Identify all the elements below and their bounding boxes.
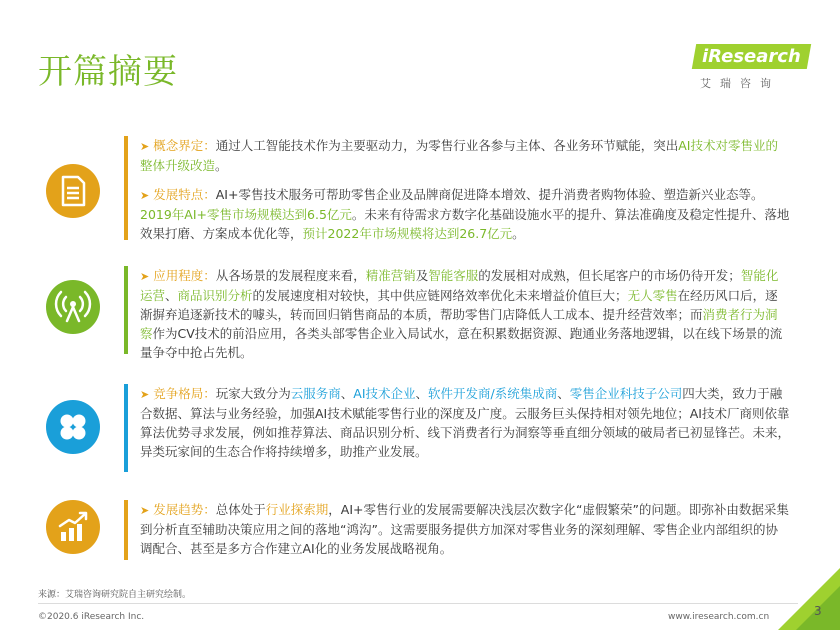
highlight-text: 行业探索期	[265, 502, 329, 517]
highlight-text: 消费者行为洞察	[140, 307, 778, 341]
bullet-icon: ➤	[140, 388, 150, 401]
body-text: ，AI+零售行业的发展需要解决浅层次数字化“虚假繁荣”的问题。即弥补由数据采集到分析直至辅助决策应用之间的落地“鸿沟”。这需要服务提供方加深对零售业务的深刻理解、零售企业内部组织的协调配合、甚至是多方合作建立AI化的业务发展战略视角。	[140, 502, 789, 556]
logo-cn-text: 艾瑞咨询	[700, 77, 780, 90]
highlight-text: 无人零售	[627, 288, 678, 303]
body-text: 。	[215, 158, 228, 173]
bullet-icon: ➤	[140, 504, 150, 517]
para-application	[140, 266, 790, 362]
bullet-icon: ➤	[140, 189, 150, 202]
para-content	[140, 502, 789, 556]
body-text: 在经历风口后，逐渐摒弃追逐新技术的噱头，转而回归销售商品的本质，帮助零售门店降低人工成本、提升经营效率；而	[140, 288, 778, 322]
body-text: 及	[415, 268, 429, 283]
section-text	[140, 136, 790, 253]
section-text	[140, 266, 790, 372]
body-text: 作为CV技术的前沿应用，各类头部零售企业入局试水，意在积累数据资源、跑通业务落地逻辑，以在线下场景的流量争夺中抢占先机。	[140, 326, 783, 360]
corner-decoration	[778, 568, 840, 630]
body-text: AI+零售技术服务可帮助零售企业及品牌商促进降本增效、提升消费者购物体验、塑造新兴业态等。	[215, 187, 764, 202]
highlight-text: 软件开发商/系统集成商	[428, 386, 558, 401]
section-trend	[0, 500, 840, 562]
para-content	[140, 386, 790, 459]
highlight-text: AI技术对零售业的整体升级改造	[140, 138, 778, 173]
body-text: 的发展相对成熟，但长尾客户的市场仍待开发；	[478, 268, 741, 283]
body-text: 的发展速度相对较快，其中供应链网络效率优化未来增益价值巨大；	[252, 288, 628, 303]
bullet-icon: ➤	[140, 140, 150, 153]
para-trend	[140, 500, 790, 558]
highlight-text: 发展趋势：	[153, 502, 216, 517]
section-divider	[124, 500, 128, 560]
highlight-text: AI技术企业	[353, 386, 416, 401]
document-icon	[46, 164, 100, 218]
copyright: ©2020.6 iResearch Inc.	[38, 612, 145, 622]
section-text	[140, 500, 790, 568]
highlight-text: 精准营销	[365, 268, 416, 283]
body-text: 、	[557, 386, 570, 401]
highlight-text: 零售企业科技子公司	[569, 386, 683, 401]
section-text	[140, 384, 790, 471]
highlight-text: 智能化运营	[140, 268, 779, 303]
source-note: 来源：艾瑞咨询研究院自主研究绘制。	[38, 590, 192, 600]
iresearch-logo	[694, 44, 806, 91]
bullet-icon: ➤	[140, 270, 150, 283]
highlight-text: 智能客服	[428, 268, 479, 283]
body-text: 总体处于	[215, 502, 266, 517]
section-divider	[124, 384, 128, 472]
highlight-text: 商品识别分析	[177, 288, 253, 303]
body-text: 、	[165, 288, 178, 303]
highlight-text: 2019年AI+零售市场规模达到6.5亿元	[140, 207, 352, 222]
page-number: 3	[814, 604, 822, 618]
highlight-text: 发展特点：	[153, 187, 216, 202]
body-text: 四大类，致力于融合数据、算法与业务经验，加强AI技术赋能零售行业的深度及广度。云服务巨头保持相对领先地位；AI技术厂商则依靠算法优势寻求发展，例如推荐算法、商品识别分析、线下消费者行为洞察等垂直细分领域的破局者已初显锋芒。未来，异类玩家间的生态合作将持续增多，助推产业发展。	[140, 386, 791, 459]
para-competition	[140, 384, 790, 461]
section-divider	[124, 266, 128, 354]
para-content	[140, 138, 778, 173]
signal-icon	[46, 280, 100, 334]
page-title: 开篇摘要	[38, 52, 178, 92]
body-text: 玩家大致分为	[215, 386, 291, 401]
section-divider	[124, 136, 128, 240]
growth-chart-icon	[46, 500, 100, 554]
body-text: 、	[415, 386, 429, 401]
footer-divider	[38, 603, 798, 604]
body-text: 从各场景的发展程度来看，	[215, 268, 366, 283]
body-text: 通过人工智能技术作为主要驱动力，为零售行业各参与主体、各业务环节赋能，突出	[215, 138, 679, 153]
para-content	[140, 268, 782, 360]
logo-mark: iResearch	[692, 44, 811, 69]
highlight-text: 云服务商	[290, 386, 341, 401]
section-concept	[0, 136, 840, 246]
para-content	[140, 187, 789, 241]
para-concept	[140, 136, 790, 175]
highlight-text: 应用程度：	[153, 268, 216, 283]
body-text: 。未来有待需求方数字化基础设施水平的提升、算法准确度及稳定性提升、落地效果打磨、方案成本优化等，	[140, 207, 790, 241]
section-application	[0, 266, 840, 360]
website-link[interactable]: www.iresearch.com.cn	[668, 612, 770, 622]
para-features	[140, 185, 790, 243]
highlight-text: 预计2022年市场规模将达到26.7亿元	[302, 226, 513, 241]
grid-icon	[46, 400, 100, 454]
section-competition	[0, 384, 840, 474]
body-text: 、	[340, 386, 354, 401]
highlight-text: 概念界定：	[153, 138, 216, 153]
body-text: 。	[512, 226, 525, 241]
highlight-text: 竞争格局：	[153, 386, 216, 401]
